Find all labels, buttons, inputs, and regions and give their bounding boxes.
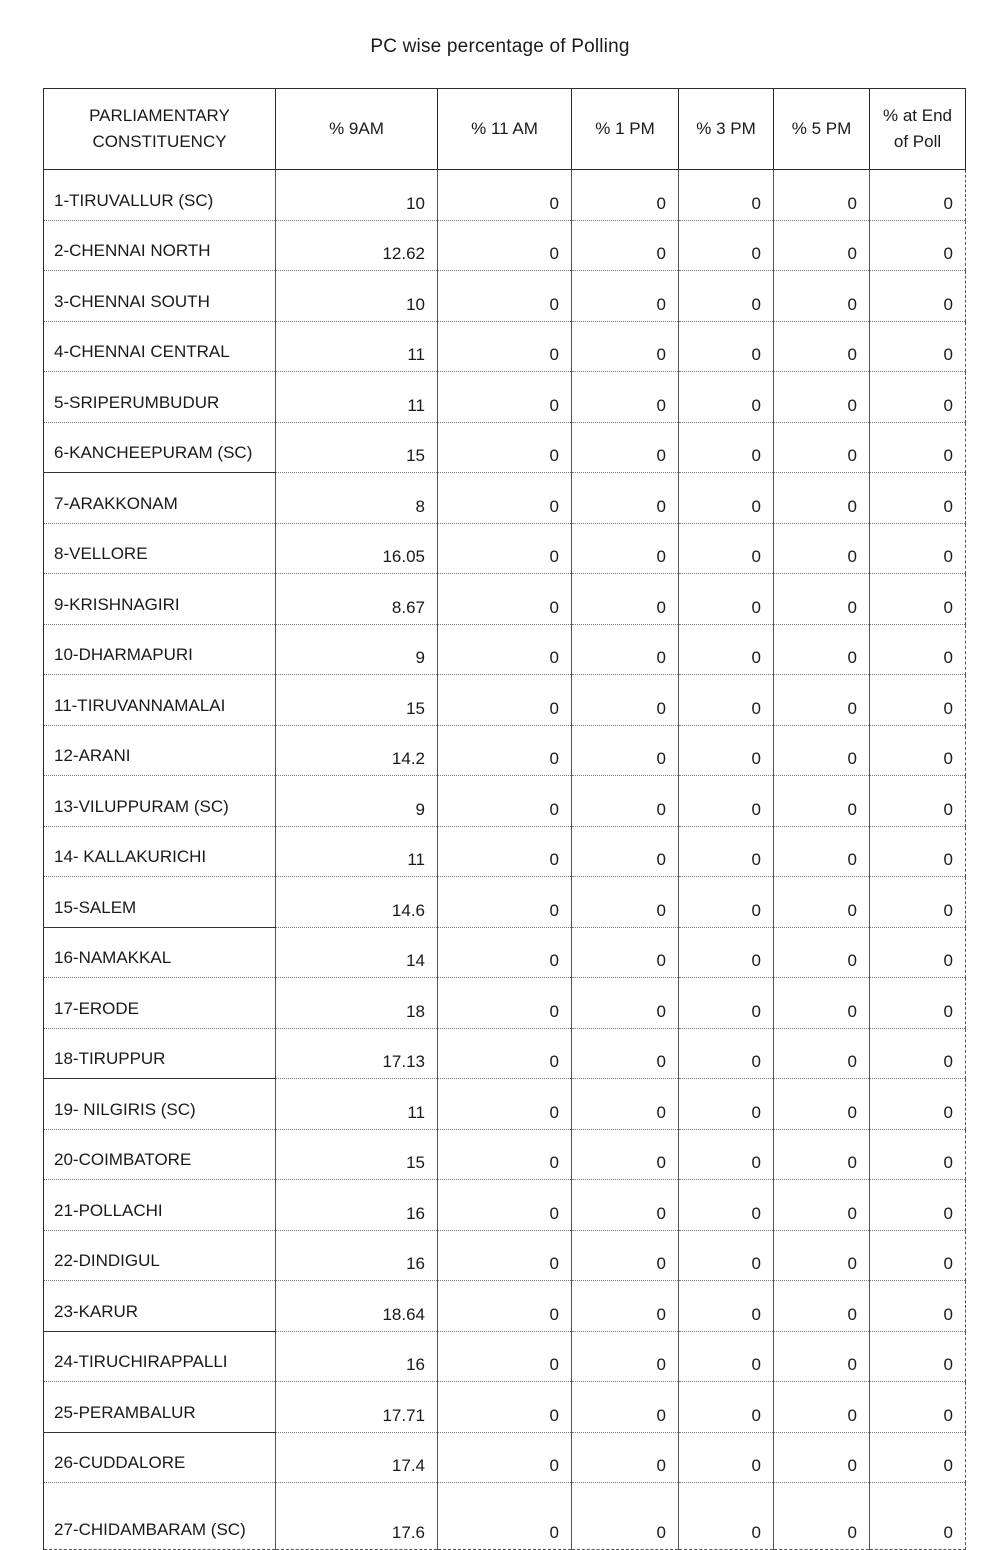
value-1pm: 0 bbox=[572, 1281, 679, 1332]
col-header-11am: % 11 AM bbox=[438, 89, 572, 170]
value-end-of-poll: 0 bbox=[870, 321, 966, 372]
value-9am: 11 bbox=[276, 321, 438, 372]
value-9am: 17.4 bbox=[276, 1432, 438, 1483]
value-1pm: 0 bbox=[572, 321, 679, 372]
page-title: PC wise percentage of Polling bbox=[370, 36, 630, 57]
table-row bbox=[44, 220, 966, 271]
value-9am: 16 bbox=[276, 1230, 438, 1281]
value-1pm: 0 bbox=[572, 170, 679, 221]
value-3pm: 0 bbox=[679, 372, 774, 423]
table-row bbox=[44, 1281, 966, 1332]
table-row bbox=[44, 1483, 966, 1550]
value-end-of-poll: 0 bbox=[870, 1483, 966, 1550]
value-5pm: 0 bbox=[774, 473, 870, 524]
value-9am: 10 bbox=[276, 170, 438, 221]
value-1pm: 0 bbox=[572, 725, 679, 776]
table-row bbox=[44, 1331, 966, 1382]
constituency-name: 1-TIRUVALLUR (SC) bbox=[44, 170, 276, 221]
constituency-name: 26-CUDDALORE bbox=[44, 1432, 276, 1483]
value-3pm: 0 bbox=[679, 1483, 774, 1550]
constituency-name: 3-CHENNAI SOUTH bbox=[44, 271, 276, 322]
value-1pm: 0 bbox=[572, 1230, 679, 1281]
col-header-end-of-poll: % at End of Poll bbox=[870, 89, 966, 170]
constituency-name: 18-TIRUPPUR bbox=[44, 1028, 276, 1079]
constituency-name: 14- KALLAKURICHI bbox=[44, 826, 276, 877]
value-5pm: 0 bbox=[774, 523, 870, 574]
value-11am: 0 bbox=[438, 321, 572, 372]
value-9am: 8 bbox=[276, 473, 438, 524]
value-5pm: 0 bbox=[774, 1028, 870, 1079]
value-9am: 9 bbox=[276, 776, 438, 827]
value-1pm: 0 bbox=[572, 220, 679, 271]
value-end-of-poll: 0 bbox=[870, 523, 966, 574]
value-end-of-poll: 0 bbox=[870, 927, 966, 978]
table-row bbox=[44, 1230, 966, 1281]
constituency-name: 5-SRIPERUMBUDUR bbox=[44, 372, 276, 423]
constituency-name: 22-DINDIGUL bbox=[44, 1230, 276, 1281]
value-11am: 0 bbox=[438, 473, 572, 524]
constituency-name: 8-VELLORE bbox=[44, 523, 276, 574]
value-end-of-poll: 0 bbox=[870, 1180, 966, 1231]
value-3pm: 0 bbox=[679, 1079, 774, 1130]
value-9am: 11 bbox=[276, 372, 438, 423]
value-9am: 16 bbox=[276, 1180, 438, 1231]
value-5pm: 0 bbox=[774, 574, 870, 625]
value-3pm: 0 bbox=[679, 422, 774, 473]
value-5pm: 0 bbox=[774, 1129, 870, 1180]
value-1pm: 0 bbox=[572, 1432, 679, 1483]
value-1pm: 0 bbox=[572, 473, 679, 524]
value-5pm: 0 bbox=[774, 776, 870, 827]
value-1pm: 0 bbox=[572, 826, 679, 877]
table-row bbox=[44, 725, 966, 776]
value-11am: 0 bbox=[438, 1079, 572, 1130]
value-5pm: 0 bbox=[774, 271, 870, 322]
constituency-name: 16-NAMAKKAL bbox=[44, 927, 276, 978]
value-11am: 0 bbox=[438, 927, 572, 978]
value-5pm: 0 bbox=[774, 1483, 870, 1550]
table-row bbox=[44, 372, 966, 423]
table-row bbox=[44, 473, 966, 524]
constituency-name: 13-VILUPPURAM (SC) bbox=[44, 776, 276, 827]
table-row bbox=[44, 523, 966, 574]
value-9am: 16 bbox=[276, 1331, 438, 1382]
value-3pm: 0 bbox=[679, 675, 774, 726]
value-end-of-poll: 0 bbox=[870, 877, 966, 928]
value-3pm: 0 bbox=[679, 826, 774, 877]
value-3pm: 0 bbox=[679, 1028, 774, 1079]
value-end-of-poll: 0 bbox=[870, 1028, 966, 1079]
value-5pm: 0 bbox=[774, 725, 870, 776]
value-3pm: 0 bbox=[679, 1230, 774, 1281]
value-end-of-poll: 0 bbox=[870, 422, 966, 473]
value-11am: 0 bbox=[438, 826, 572, 877]
value-11am: 0 bbox=[438, 776, 572, 827]
value-5pm: 0 bbox=[774, 372, 870, 423]
col-header-5pm: % 5 PM bbox=[774, 89, 870, 170]
header-row bbox=[44, 89, 966, 170]
table-body bbox=[44, 170, 966, 1550]
value-11am: 0 bbox=[438, 877, 572, 928]
value-end-of-poll: 0 bbox=[870, 1382, 966, 1433]
value-9am: 10 bbox=[276, 271, 438, 322]
value-11am: 0 bbox=[438, 1331, 572, 1382]
value-11am: 0 bbox=[438, 523, 572, 574]
constituency-name: 27-CHIDAMBARAM (SC) bbox=[44, 1483, 276, 1550]
value-1pm: 0 bbox=[572, 1028, 679, 1079]
value-3pm: 0 bbox=[679, 1180, 774, 1231]
value-end-of-poll: 0 bbox=[870, 1331, 966, 1382]
table-row bbox=[44, 1028, 966, 1079]
value-end-of-poll: 0 bbox=[870, 574, 966, 625]
value-1pm: 0 bbox=[572, 574, 679, 625]
value-5pm: 0 bbox=[774, 826, 870, 877]
value-end-of-poll: 0 bbox=[870, 776, 966, 827]
col-header-1pm: % 1 PM bbox=[572, 89, 679, 170]
value-9am: 18 bbox=[276, 978, 438, 1029]
constituency-name: 11-TIRUVANNAMALAI bbox=[44, 675, 276, 726]
value-9am: 17.71 bbox=[276, 1382, 438, 1433]
value-1pm: 0 bbox=[572, 1129, 679, 1180]
value-3pm: 0 bbox=[679, 523, 774, 574]
value-9am: 17.13 bbox=[276, 1028, 438, 1079]
value-5pm: 0 bbox=[774, 1079, 870, 1130]
value-1pm: 0 bbox=[572, 1079, 679, 1130]
value-5pm: 0 bbox=[774, 1432, 870, 1483]
value-11am: 0 bbox=[438, 220, 572, 271]
table-row bbox=[44, 826, 966, 877]
constituency-name: 25-PERAMBALUR bbox=[44, 1382, 276, 1433]
value-3pm: 0 bbox=[679, 170, 774, 221]
value-end-of-poll: 0 bbox=[870, 1230, 966, 1281]
value-end-of-poll: 0 bbox=[870, 675, 966, 726]
table-row bbox=[44, 675, 966, 726]
value-5pm: 0 bbox=[774, 927, 870, 978]
value-1pm: 0 bbox=[572, 372, 679, 423]
value-1pm: 0 bbox=[572, 675, 679, 726]
value-5pm: 0 bbox=[774, 1331, 870, 1382]
value-11am: 0 bbox=[438, 1028, 572, 1079]
value-11am: 0 bbox=[438, 978, 572, 1029]
value-11am: 0 bbox=[438, 1432, 572, 1483]
value-11am: 0 bbox=[438, 725, 572, 776]
constituency-name: 4-CHENNAI CENTRAL bbox=[44, 321, 276, 372]
table-row bbox=[44, 422, 966, 473]
value-3pm: 0 bbox=[679, 927, 774, 978]
value-11am: 0 bbox=[438, 1281, 572, 1332]
value-3pm: 0 bbox=[679, 776, 774, 827]
value-9am: 11 bbox=[276, 1079, 438, 1130]
col-header-3pm: % 3 PM bbox=[679, 89, 774, 170]
table-row bbox=[44, 321, 966, 372]
value-11am: 0 bbox=[438, 1483, 572, 1550]
value-11am: 0 bbox=[438, 422, 572, 473]
value-9am: 8.67 bbox=[276, 574, 438, 625]
value-11am: 0 bbox=[438, 1129, 572, 1180]
constituency-name: 21-POLLACHI bbox=[44, 1180, 276, 1231]
value-11am: 0 bbox=[438, 271, 572, 322]
value-9am: 16.05 bbox=[276, 523, 438, 574]
value-end-of-poll: 0 bbox=[870, 170, 966, 221]
value-3pm: 0 bbox=[679, 1129, 774, 1180]
value-end-of-poll: 0 bbox=[870, 220, 966, 271]
value-9am: 14.6 bbox=[276, 877, 438, 928]
constituency-name: 12-ARANI bbox=[44, 725, 276, 776]
value-3pm: 0 bbox=[679, 725, 774, 776]
table-row bbox=[44, 978, 966, 1029]
value-5pm: 0 bbox=[774, 978, 870, 1029]
constituency-name: 15-SALEM bbox=[44, 877, 276, 928]
value-3pm: 0 bbox=[679, 321, 774, 372]
table-row bbox=[44, 1432, 966, 1483]
value-end-of-poll: 0 bbox=[870, 826, 966, 877]
value-9am: 9 bbox=[276, 624, 438, 675]
constituency-name: 24-TIRUCHIRAPPALLI bbox=[44, 1331, 276, 1382]
value-9am: 11 bbox=[276, 826, 438, 877]
value-end-of-poll: 0 bbox=[870, 978, 966, 1029]
value-5pm: 0 bbox=[774, 1230, 870, 1281]
value-11am: 0 bbox=[438, 574, 572, 625]
constituency-name: 10-DHARMAPURI bbox=[44, 624, 276, 675]
constituency-name: 2-CHENNAI NORTH bbox=[44, 220, 276, 271]
constituency-name: 9-KRISHNAGIRI bbox=[44, 574, 276, 625]
value-1pm: 0 bbox=[572, 877, 679, 928]
table-row bbox=[44, 1079, 966, 1130]
value-11am: 0 bbox=[438, 1230, 572, 1281]
value-11am: 0 bbox=[438, 170, 572, 221]
value-9am: 18.64 bbox=[276, 1281, 438, 1332]
col-header-constituency: PARLIAMENTARY CONSTITUENCY bbox=[44, 89, 276, 170]
table-row bbox=[44, 877, 966, 928]
value-3pm: 0 bbox=[679, 1432, 774, 1483]
value-9am: 14 bbox=[276, 927, 438, 978]
table-row bbox=[44, 776, 966, 827]
value-5pm: 0 bbox=[774, 877, 870, 928]
value-1pm: 0 bbox=[572, 776, 679, 827]
value-1pm: 0 bbox=[572, 523, 679, 574]
polling-table bbox=[43, 88, 966, 1550]
value-1pm: 0 bbox=[572, 1483, 679, 1550]
table-row bbox=[44, 574, 966, 625]
value-3pm: 0 bbox=[679, 1331, 774, 1382]
value-1pm: 0 bbox=[572, 978, 679, 1029]
value-9am: 17.6 bbox=[276, 1483, 438, 1550]
value-5pm: 0 bbox=[774, 170, 870, 221]
value-end-of-poll: 0 bbox=[870, 372, 966, 423]
value-3pm: 0 bbox=[679, 978, 774, 1029]
value-9am: 15 bbox=[276, 422, 438, 473]
value-end-of-poll: 0 bbox=[870, 271, 966, 322]
value-1pm: 0 bbox=[572, 271, 679, 322]
table-row bbox=[44, 271, 966, 322]
value-11am: 0 bbox=[438, 675, 572, 726]
value-9am: 15 bbox=[276, 675, 438, 726]
constituency-name: 17-ERODE bbox=[44, 978, 276, 1029]
value-end-of-poll: 0 bbox=[870, 1079, 966, 1130]
table-row bbox=[44, 1180, 966, 1231]
value-5pm: 0 bbox=[774, 321, 870, 372]
value-1pm: 0 bbox=[572, 1382, 679, 1433]
constituency-name: 7-ARAKKONAM bbox=[44, 473, 276, 524]
value-9am: 14.2 bbox=[276, 725, 438, 776]
table-row bbox=[44, 927, 966, 978]
value-end-of-poll: 0 bbox=[870, 1129, 966, 1180]
value-5pm: 0 bbox=[774, 1382, 870, 1433]
value-5pm: 0 bbox=[774, 624, 870, 675]
value-end-of-poll: 0 bbox=[870, 473, 966, 524]
value-end-of-poll: 0 bbox=[870, 725, 966, 776]
value-5pm: 0 bbox=[774, 1281, 870, 1332]
value-1pm: 0 bbox=[572, 1180, 679, 1231]
table-row bbox=[44, 1129, 966, 1180]
value-11am: 0 bbox=[438, 1180, 572, 1231]
table-row bbox=[44, 170, 966, 221]
value-end-of-poll: 0 bbox=[870, 1432, 966, 1483]
constituency-name: 19- NILGIRIS (SC) bbox=[44, 1079, 276, 1130]
constituency-name: 23-KARUR bbox=[44, 1281, 276, 1332]
value-3pm: 0 bbox=[679, 1382, 774, 1433]
value-end-of-poll: 0 bbox=[870, 624, 966, 675]
value-1pm: 0 bbox=[572, 624, 679, 675]
value-1pm: 0 bbox=[572, 927, 679, 978]
value-end-of-poll: 0 bbox=[870, 1281, 966, 1332]
value-3pm: 0 bbox=[679, 473, 774, 524]
table-row bbox=[44, 1382, 966, 1433]
value-11am: 0 bbox=[438, 372, 572, 423]
value-3pm: 0 bbox=[679, 271, 774, 322]
value-5pm: 0 bbox=[774, 220, 870, 271]
value-11am: 0 bbox=[438, 624, 572, 675]
col-header-9am: % 9AM bbox=[276, 89, 438, 170]
value-3pm: 0 bbox=[679, 574, 774, 625]
value-5pm: 0 bbox=[774, 422, 870, 473]
table-row bbox=[44, 624, 966, 675]
value-5pm: 0 bbox=[774, 675, 870, 726]
value-9am: 12.62 bbox=[276, 220, 438, 271]
value-3pm: 0 bbox=[679, 220, 774, 271]
value-3pm: 0 bbox=[679, 877, 774, 928]
value-1pm: 0 bbox=[572, 422, 679, 473]
constituency-name: 6-KANCHEEPURAM (SC) bbox=[44, 422, 276, 473]
value-9am: 15 bbox=[276, 1129, 438, 1180]
value-11am: 0 bbox=[438, 1382, 572, 1433]
constituency-name: 20-COIMBATORE bbox=[44, 1129, 276, 1180]
value-3pm: 0 bbox=[679, 624, 774, 675]
value-5pm: 0 bbox=[774, 1180, 870, 1231]
value-1pm: 0 bbox=[572, 1331, 679, 1382]
value-3pm: 0 bbox=[679, 1281, 774, 1332]
